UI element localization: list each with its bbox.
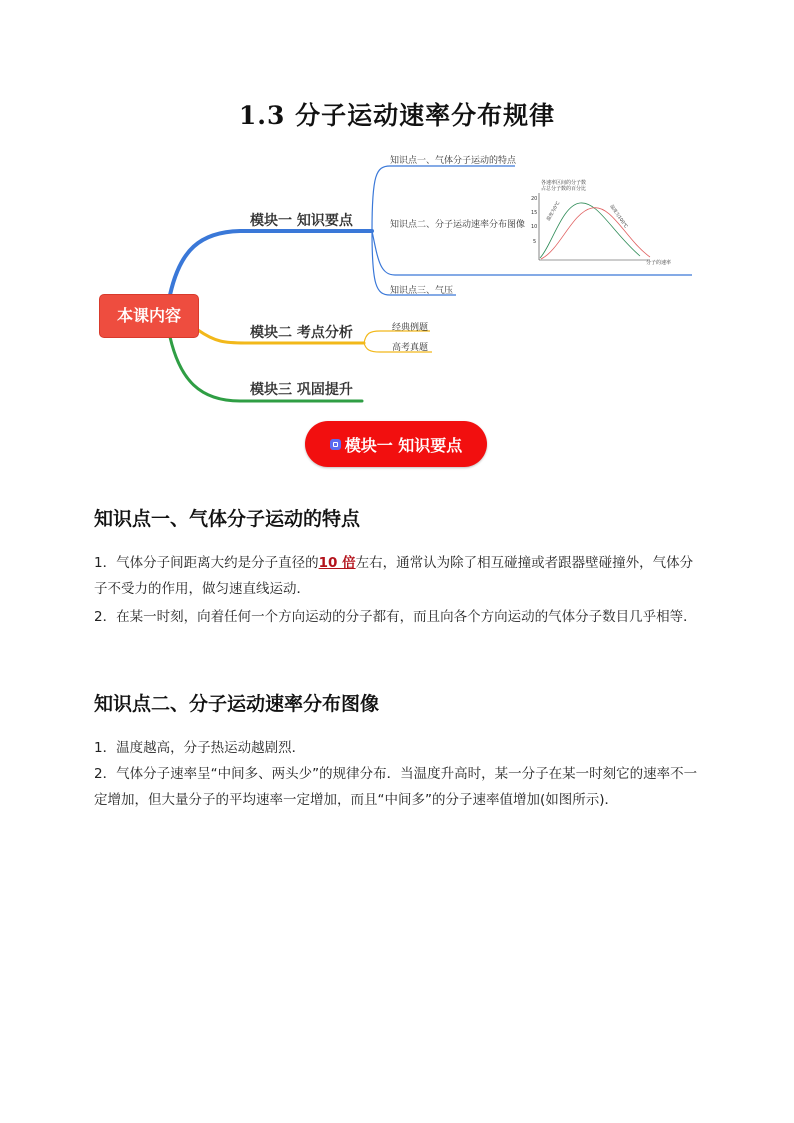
chart-xlabel: 分子的速率 [646, 260, 672, 266]
module-1-button-label: 模块一 知识要点 [344, 435, 463, 455]
section-1-paragraph-1 [94, 550, 704, 602]
branch-module-2: 模块二 考点分析 [250, 325, 353, 341]
leaf-exam-questions: 高考真题 [392, 343, 429, 353]
curve-100c [541, 208, 650, 259]
section-heading-2: 知识点二、分子运动速率分布图像 [94, 693, 380, 715]
module-1-button[interactable] [305, 421, 487, 467]
chart-y-tick-20: 20 [531, 196, 538, 202]
leaf-knowledge-2: 知识点二、分子运动速率分布图像 [390, 220, 526, 230]
mindmap-lines [0, 0, 794, 480]
section-1-p1-after: 左右，通常认为除了相互碰撞或者跟器壁碰撞外，气体分子不受力的作用，做匀速直线运动． [94, 555, 694, 597]
chart-y-tick-10: 10 [531, 224, 538, 230]
page-title: 1.3 分子运动速率分布规律 [238, 101, 556, 130]
leaf-classic-examples: 经典例题 [392, 323, 429, 333]
section-heading-1: 知识点一、气体分子运动的特点 [94, 508, 361, 530]
chart-ylabel-line-2: 占总分子数的百分比 [541, 186, 587, 192]
branch-1-connector [170, 231, 372, 295]
curve-100c-label: 温度为100℃ [608, 204, 629, 230]
chart-ylabel-line-1: 各速率区间的分子数 [541, 180, 587, 186]
leaf-knowledge-1: 知识点一、气体分子运动的特点 [390, 156, 517, 166]
chart-y-tick-15: 15 [531, 210, 538, 216]
curve-0c-label: 温度为0℃ [546, 200, 562, 222]
app-icon [330, 439, 341, 450]
leaf-1-2-connector [372, 231, 692, 275]
section-1-p1-before: 1．气体分子间距离大约是分子直径的 [94, 555, 319, 571]
leaf-knowledge-3: 知识点三、气压 [390, 286, 454, 296]
section-1-paragraph-2: 2．在某一时刻，向着任何一个方向运动的分子都有，而且向各个方向运动的气体分子数目几乎相等． [94, 609, 697, 625]
branch-module-3: 模块三 巩固提升 [250, 382, 353, 398]
chart-y-tick-5: 5 [533, 239, 537, 245]
speed-distribution-chart [531, 179, 671, 266]
section-2-paragraph-2: 2．气体分子速率呈“中间多、两头少”的规律分布．当温度升高时，某一分子在某一时刻它的速率不一定增加，但大量分子的平均速率一定增加，而且“中间多”的分子速率值增加(如图所示)． [94, 766, 698, 808]
branch-module-1: 模块一 知识要点 [250, 213, 353, 229]
mindmap-root: 本课内容 [100, 295, 198, 337]
highlight-10x: 10 倍 [318, 555, 356, 571]
section-2-paragraph-1: 1．温度越高，分子热运动越剧烈． [94, 740, 306, 756]
